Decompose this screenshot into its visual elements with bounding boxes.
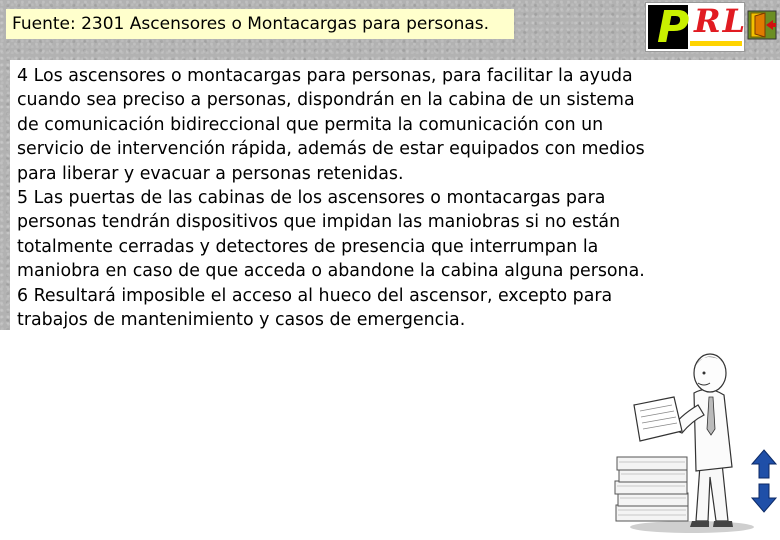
arrow-up-icon[interactable] bbox=[752, 450, 776, 478]
text-line: para liberar y evacuar a personas retenidas. bbox=[17, 163, 404, 184]
text-line: 4 Los ascensores o montacargas para personas, para facilitar la ayuda bbox=[17, 66, 633, 86]
logo-p-box bbox=[648, 2, 690, 53]
text-line: maniobra en caso de que acceda o abandone la cabina alguna persona. bbox=[17, 261, 645, 282]
text-line: 5 Las puertas de las cabinas de los ascensores o montacargas para bbox=[17, 188, 606, 209]
text-line: 6 Resultará imposible el acceso al hueco del ascensor, excepto para bbox=[17, 285, 613, 306]
prl-logo bbox=[645, 2, 748, 53]
page-navigation-arrows bbox=[750, 448, 778, 514]
text-line: servicio de intervención rápida, además de estar equipados con medios bbox=[17, 139, 645, 160]
text-line: de comunicación bidireccional que permita la comunicación con un bbox=[17, 114, 604, 135]
text-line: cuando sea preciso a personas, dispondrán en la cabina de un sistema bbox=[17, 90, 635, 111]
source-label: Fuente: 2301 Ascensores o Montacargas para personas. bbox=[6, 9, 514, 39]
logo-p-letter: P bbox=[657, 2, 690, 53]
logo-underline bbox=[690, 41, 742, 46]
man-reading-documents-illustration bbox=[612, 345, 757, 535]
text-line: totalmente cerradas y detectores de presencia que interrumpan la bbox=[17, 236, 599, 257]
arrow-down-icon[interactable] bbox=[752, 484, 776, 512]
text-line: personas tendrán dispositivos que impidan las maniobras si no están bbox=[17, 212, 621, 233]
logo-rl-letters: RL bbox=[694, 2, 748, 40]
content-text-panel bbox=[10, 60, 780, 330]
text-line: trabajos de mantenimiento y casos de emergencia. bbox=[17, 310, 466, 331]
exit-door-icon[interactable] bbox=[747, 10, 777, 40]
